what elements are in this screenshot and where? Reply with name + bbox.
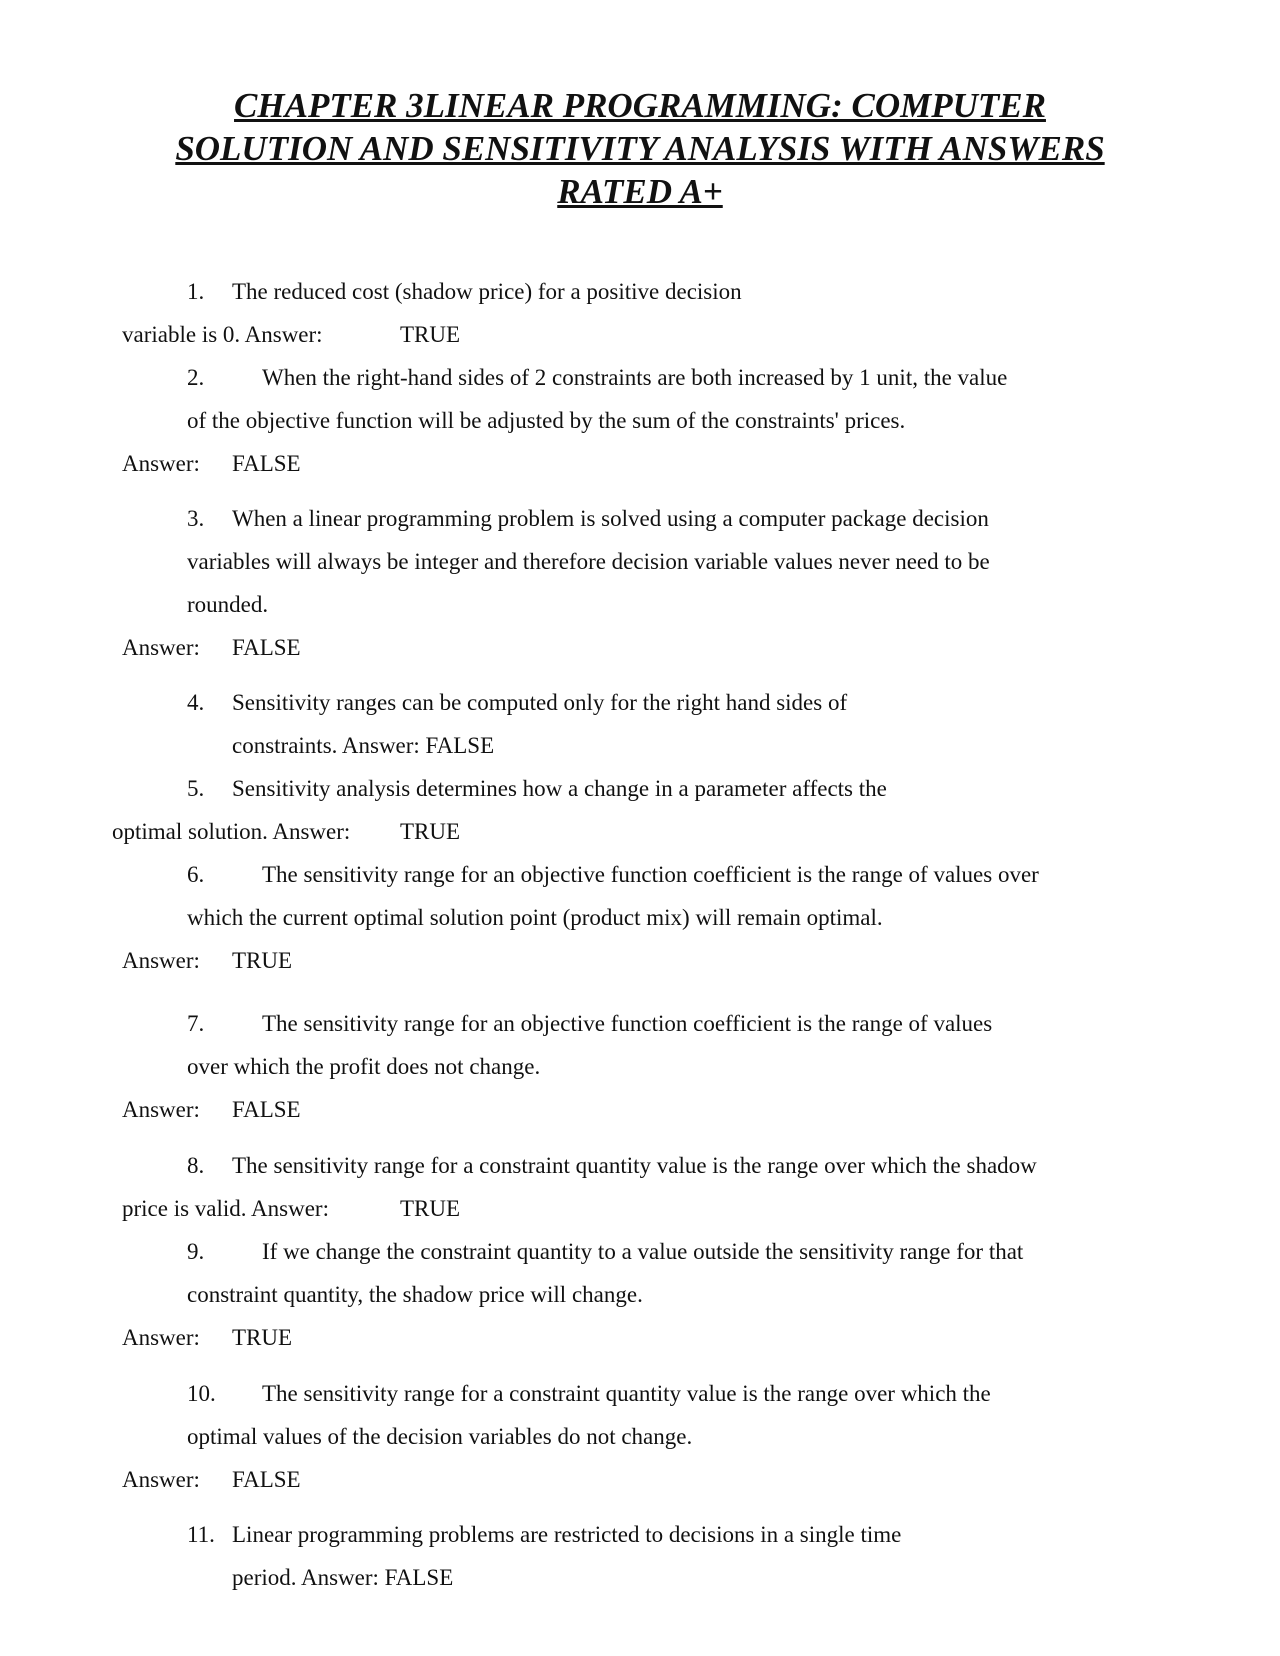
question-number: 11. (187, 1522, 215, 1547)
answer-value: TRUE (232, 948, 293, 973)
answer-label: Answer: (122, 1325, 200, 1350)
title-line: CHAPTER 3LINEAR PROGRAMMING: COMPUTER (234, 86, 1046, 125)
answer-label: Answer: (122, 635, 200, 660)
question-text: variables will always be integer and therefore decision variable values never need to be (187, 549, 990, 574)
question-text: period. Answer: FALSE (232, 1565, 454, 1590)
answer-label: Answer: (122, 1097, 200, 1122)
answer-label: Answer: (122, 451, 200, 476)
answer-value: FALSE (232, 451, 301, 476)
question-text: If we change the constraint quantity to a value outside the sensitivity range for that (262, 1239, 1024, 1264)
question-text: variable is 0. Answer: (122, 322, 323, 347)
question-text: constraints. Answer: FALSE (232, 733, 495, 758)
document-title (120, 84, 1160, 213)
question-number: 8. (187, 1153, 205, 1178)
answer-value: TRUE (400, 1196, 461, 1221)
question-number: 6. (187, 862, 205, 887)
question-number: 10. (187, 1381, 216, 1406)
question-text: Linear programming problems are restricted to decisions in a single time (232, 1522, 902, 1547)
question-text: The sensitivity range for an objective function coefficient is the range of values over (262, 862, 1039, 887)
answer-value: TRUE (400, 322, 461, 347)
question-number: 4. (187, 690, 205, 715)
answer-label: Answer: (122, 1467, 200, 1492)
question-text: The sensitivity range for a constraint quantity value is the range over which the (262, 1381, 991, 1406)
question-number: 1. (187, 279, 205, 304)
question-text: The sensitivity range for a constraint quantity value is the range over which the shadow (232, 1153, 1037, 1178)
question-text: rounded. (187, 592, 269, 617)
question-number: 3. (187, 506, 205, 531)
question-text: Sensitivity analysis determines how a change in a parameter affects the (232, 776, 887, 801)
question-number: 2. (187, 365, 205, 390)
question-text: The reduced cost (shadow price) for a positive decision (232, 279, 742, 304)
question-text: which the current optimal solution point (product mix) will remain optimal. (187, 905, 883, 930)
title-line: RATED A+ (557, 172, 723, 211)
question-text: When a linear programming problem is solved using a computer package decision (232, 506, 989, 531)
answer-value: FALSE (232, 1097, 301, 1122)
question-text: optimal solution. Answer: (112, 819, 351, 844)
answer-value: FALSE (232, 1467, 301, 1492)
question-number: 7. (187, 1011, 205, 1036)
question-text: of the objective function will be adjusted by the sum of the constraints' prices. (187, 408, 906, 433)
question-number: 9. (187, 1239, 205, 1264)
question-text: over which the profit does not change. (187, 1054, 541, 1079)
question-text: Sensitivity ranges can be computed only for the right hand sides of (232, 690, 848, 715)
question-text: When the right-hand sides of 2 constraints are both increased by 1 unit, the value (262, 365, 1008, 390)
answer-value: FALSE (232, 635, 301, 660)
question-number: 5. (187, 776, 205, 801)
question-text: The sensitivity range for an objective function coefficient is the range of values (262, 1011, 993, 1036)
question-text: optimal values of the decision variables do not change. (187, 1424, 693, 1449)
question-text: price is valid. Answer: (122, 1196, 329, 1221)
title-line: SOLUTION AND SENSITIVITY ANALYSIS WITH ANSWERS (175, 129, 1105, 168)
answer-label: Answer: (122, 948, 200, 973)
answer-value: TRUE (232, 1325, 293, 1350)
question-text: constraint quantity, the shadow price will change. (187, 1282, 643, 1307)
answer-value: TRUE (400, 819, 461, 844)
